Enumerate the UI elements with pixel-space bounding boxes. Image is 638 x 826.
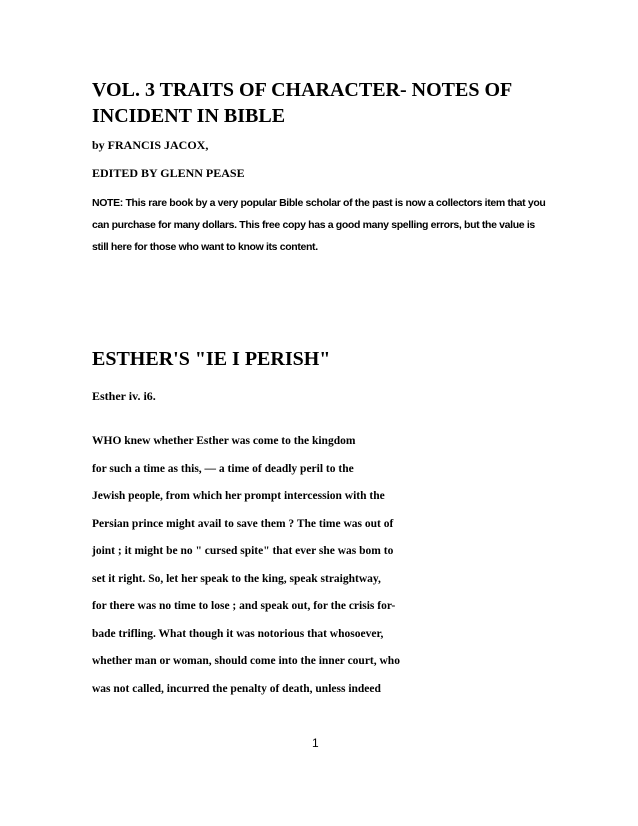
body-line: whether man or woman, should come into the inner court, who xyxy=(92,655,400,667)
body-line: was not called, incurred the penalty of death, unless indeed xyxy=(92,682,381,695)
body-line: WHO knew whether Esther was come to the kingdom xyxy=(92,435,356,447)
editor-credit: EDITED BY GLENN PEASE xyxy=(92,166,245,180)
author-byline: by FRANCIS JACOX, xyxy=(92,138,209,152)
editor-note: NOTE: This rare book by a very popular Bible scholar of the past is now a collectors item that you can purchase for many dollars. This free copy has a good many spelling errors, but the value is still here for those who want to know its content. xyxy=(92,197,546,253)
body-line: for such a time as this, — a time of deadly peril to the xyxy=(92,462,354,475)
body-line: for there was no time to lose ; and speak out, for the crisis for- xyxy=(92,600,396,612)
body-text xyxy=(92,434,562,709)
body-line: joint ; it might be no " cursed spite" that ever she was bom to xyxy=(92,545,394,557)
body-line: bade trifling. What though it was notorious that whosoever, xyxy=(92,627,384,640)
scripture-reference: Esther iv. i6. xyxy=(92,389,156,403)
body-line: Persian prince might avail to save them ? The time was out of xyxy=(92,517,394,530)
body-line: Jewish people, from which her prompt intercession with the xyxy=(92,490,385,502)
body-line: set it right. So, let her speak to the king, speak straightway, xyxy=(92,572,381,585)
section-title: ESTHER'S "IE I PERISH" xyxy=(92,348,331,370)
document-title: VOL. 3 TRAITS OF CHARACTER- NOTES OF INCIDENT IN BIBLE xyxy=(92,79,512,127)
page-number: 1 xyxy=(312,736,319,750)
